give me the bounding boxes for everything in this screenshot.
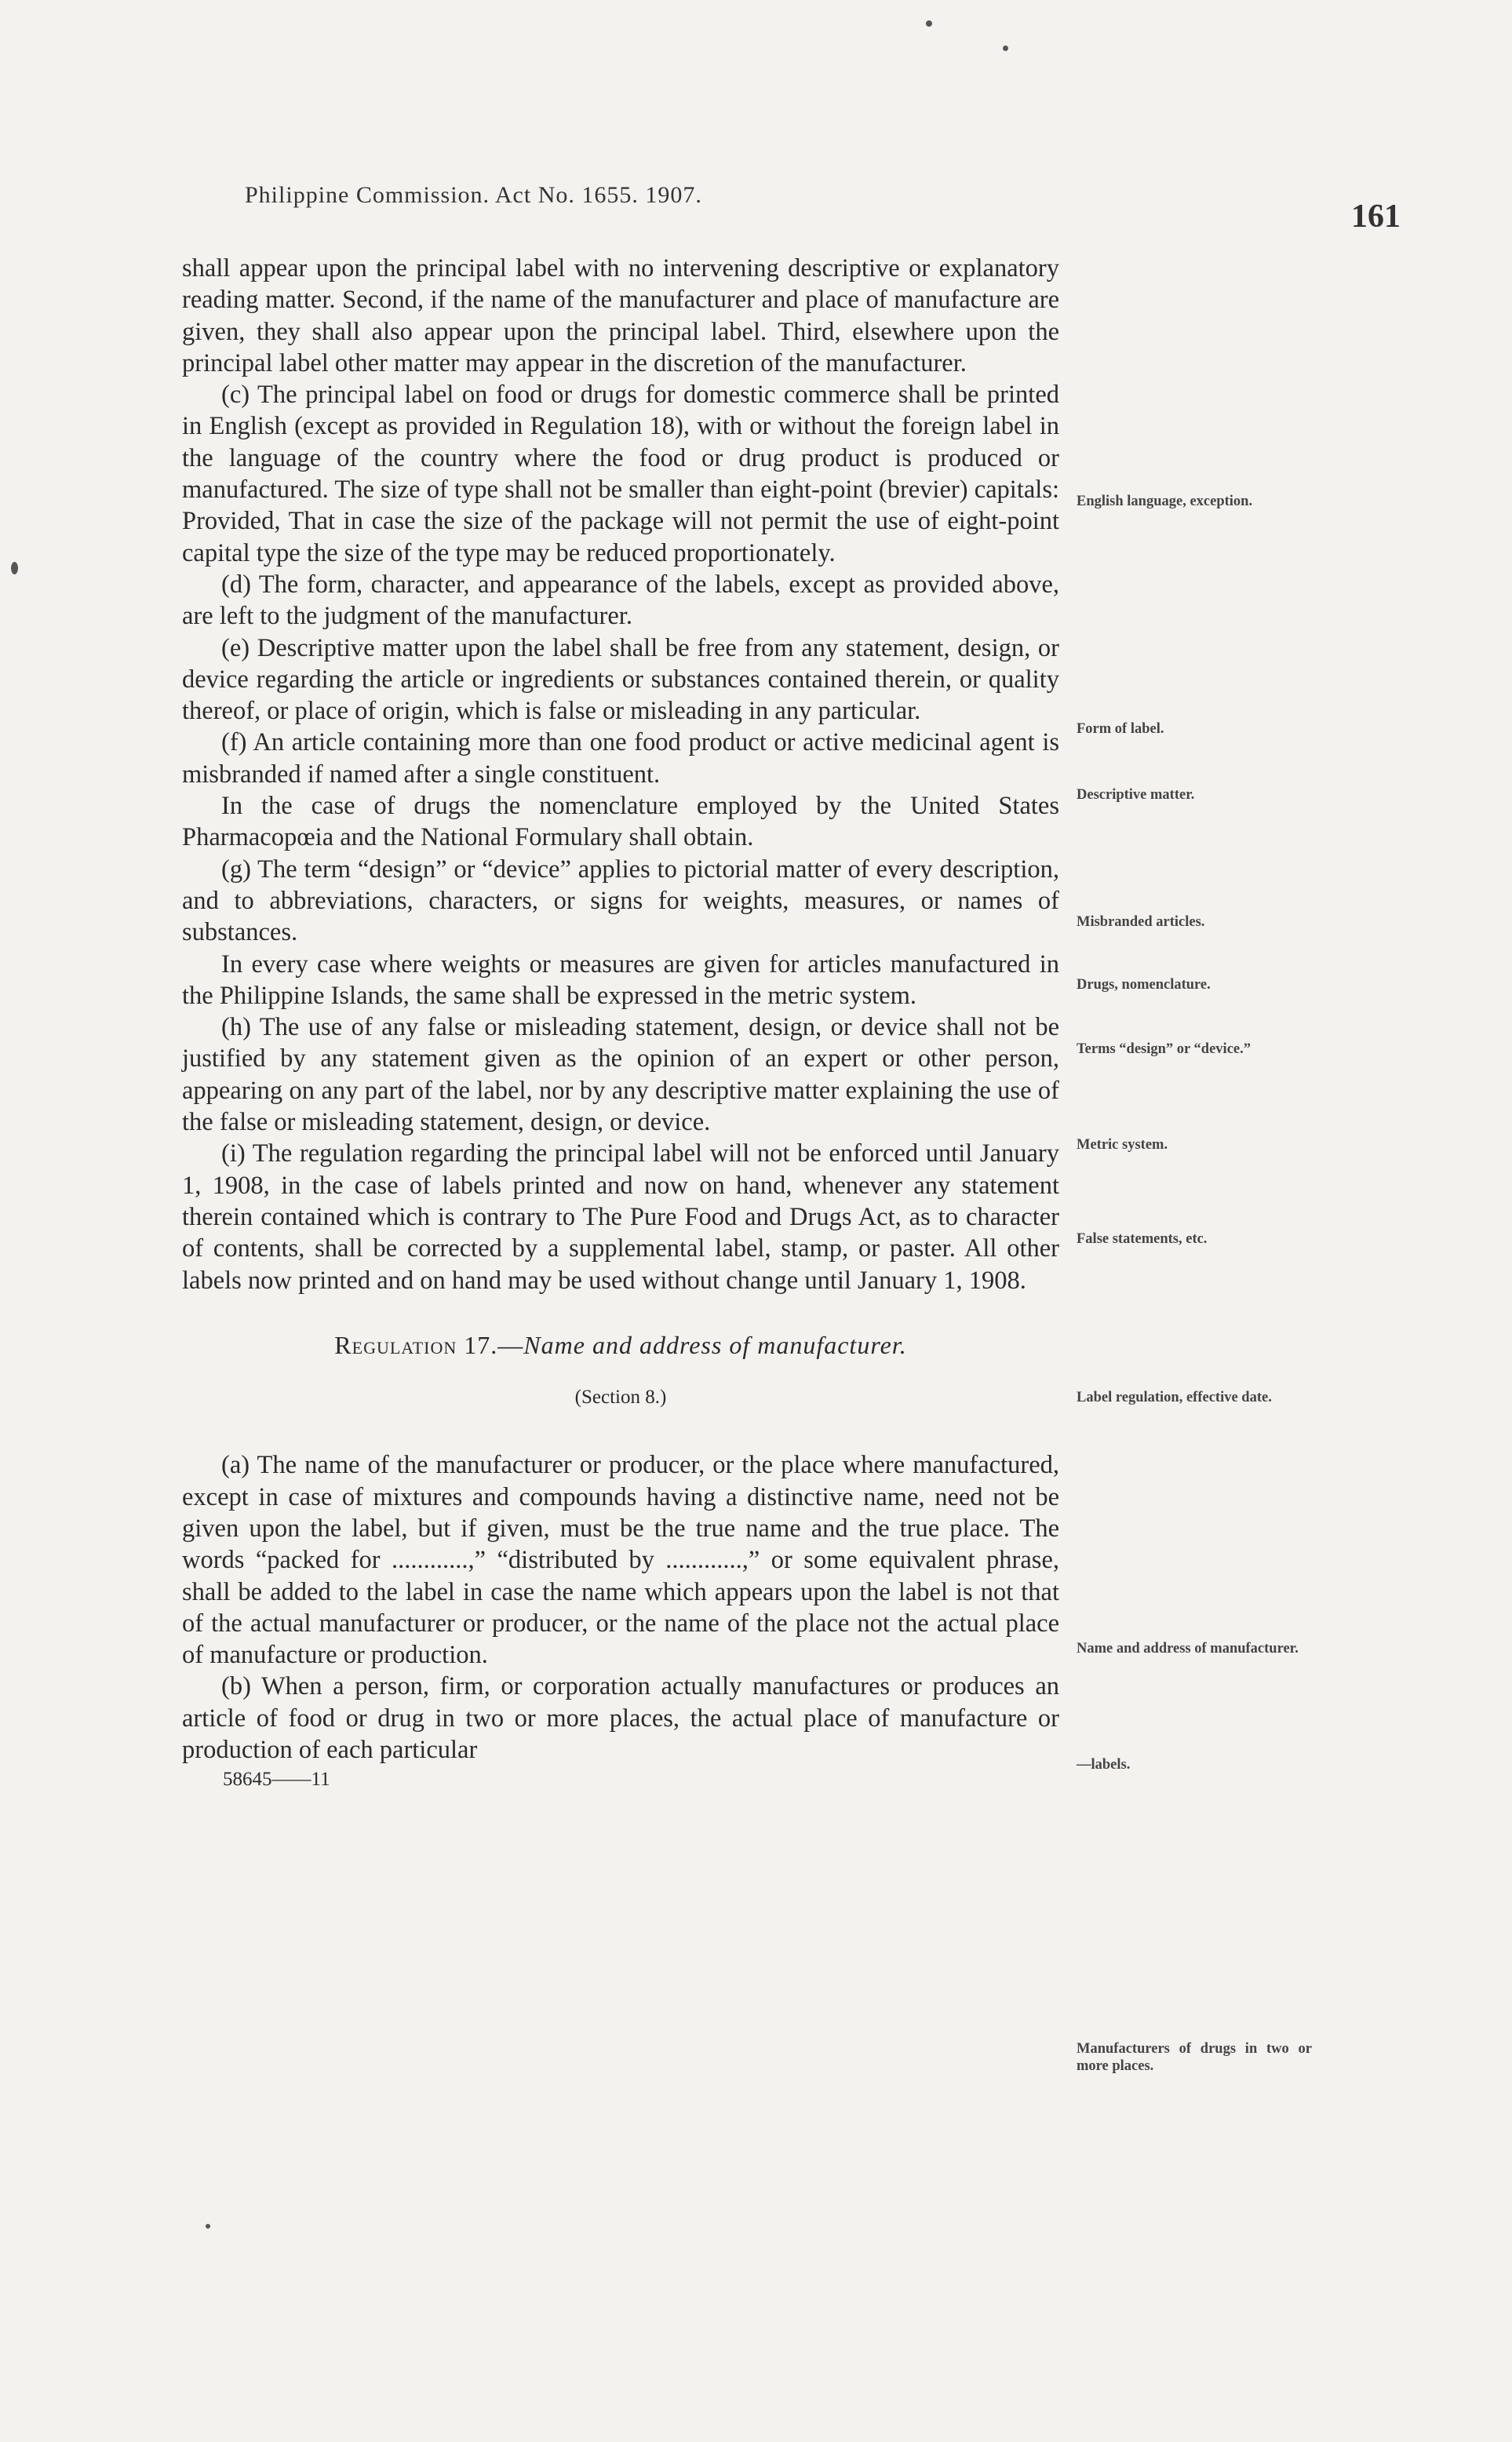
paragraph-c: (c) The principal label on food or drugs for domestic commerce shall be printed in English (except as provided in Regulation 18), with or without the foreign label in the language of the country where the food or drug product is produced or manufactured. The size of type shall not be smaller than eight-point (brevier) capitals: Provided, That in case the size of the package will not permit the use of eight-point capital type the size of the type may be reduced proportionately. [182, 381, 1059, 567]
margin-note-descriptive-matter: Descriptive matter. [1077, 787, 1195, 803]
page-number: 161 [1351, 199, 1401, 235]
margin-note-manufacturers-places: Manufacturers of drugs in two or more places. [1077, 2041, 1312, 2074]
regulation-number: Regulation 17.— [334, 1330, 524, 1359]
margin-note-labels: —labels. [1077, 1757, 1131, 1773]
running-title: Philippine Commission. Act No. 1655. 1907. [245, 182, 702, 208]
margin-note-metric-system: Metric system. [1077, 1137, 1168, 1153]
paragraph-h: (h) The use of any false or misleading statement, design, or device shall not be justified by any statement given as the opinion of an expert or other person, appearing on any part of the label, nor by any descriptive matter explaining the use of the false or misleading statement, design, or device. [182, 1013, 1059, 1137]
margin-note-false-statements: False statements, etc. [1077, 1231, 1208, 1247]
paragraph-metric: In every case where weights or measures are given for articles manufactured in the Philippine Islands, the same shall be expressed in the metric system. [182, 949, 1059, 1010]
paragraph-drugs-nomenclature: In the case of drugs the nomenclature employed by the United States Pharmacopœia and the National Formulary shall obtain. [182, 792, 1059, 852]
margin-note-misbranded-articles: Misbranded articles. [1077, 914, 1205, 930]
margin-note-name-address: Name and address of manufacturer. [1077, 1641, 1299, 1657]
paragraph-g: (g) The term “design” or “device” applies to pictorial matter of every description, and to abbreviations, characters, or signs for weights, measures, or names of substances. [182, 855, 1059, 947]
margin-note-form-of-label: Form of label. [1077, 721, 1164, 737]
paragraph-d: (d) The form, character, and appearance of the labels, except as provided above, are left to the judgment of the manufacturer. [182, 570, 1059, 631]
paragraph-e: (e) Descriptive matter upon the label shall be free from any statement, design, or device regarding the article or ingredients or substances contained therein, or quality thereof, or place of origin, which is false or misleading in any particular. [182, 633, 1059, 726]
specks [926, 20, 932, 27]
paragraph-continuation: shall appear upon the principal label with no intervening descriptive or explanatory reading matter. Second, if the name of the manufacturer and place of manufacture are given, they shall also appear upon the principal label. Third, elsewhere upon the principal label other matter may appear in the discretion of the manufacturer. [182, 254, 1059, 377]
margin-note-label-regulation: Label regulation, effective date. [1077, 1390, 1272, 1405]
print-code: 58645——11 [223, 1769, 330, 1791]
paragraph-f: (f) An article containing more than one food product or active medicinal agent is misbranded if named after a single constituent. [182, 728, 1059, 789]
regulation-title: Name and address of manufacturer. [523, 1330, 907, 1359]
paragraph-b: (b) When a person, firm, or corporation actually manufactures or produces an article of food or drug in two or more places, the actual place of manufacture or production of each particular [182, 1672, 1059, 1765]
regulation-heading [182, 1329, 1059, 1361]
section-reference: (Section 8.) [574, 1387, 667, 1409]
margin-note-english-language: English language, exception. [1077, 494, 1253, 509]
body-text [182, 253, 1059, 1794]
paragraph-a: (a) The name of the manufacturer or producer, or the place where manufactured, except in case of mixtures and compounds having a distinctive name, need not be given upon the label, but if given, must be the true name and the true place. The words “packed for ............,” “distributed by ............,” or some equivalent phrase, shall be added to the label in case the name which appears upon the label is not that of the actual manufacturer or producer, or the name of the place not the actual place of manufacture or production. [182, 1451, 1059, 1670]
margin-note-design-device: Terms “design” or “device.” [1077, 1041, 1251, 1057]
specks [11, 562, 18, 574]
specks [1003, 46, 1008, 51]
paragraph-i: (i) The regulation regarding the principal label will not be enforced until January 1, 1908, in the case of labels printed and now on hand, whenever any statement therein contained which is contrary to The Pure Food and Drugs Act, as to character of contents, shall be corrected by a supplemental label, stamp, or paster. All other labels now printed and on hand may be used without change until January 1, 1908. [182, 1139, 1059, 1295]
specks [206, 2224, 210, 2229]
margin-note-drugs-nomenclature: Drugs, nomenclature. [1077, 977, 1211, 993]
